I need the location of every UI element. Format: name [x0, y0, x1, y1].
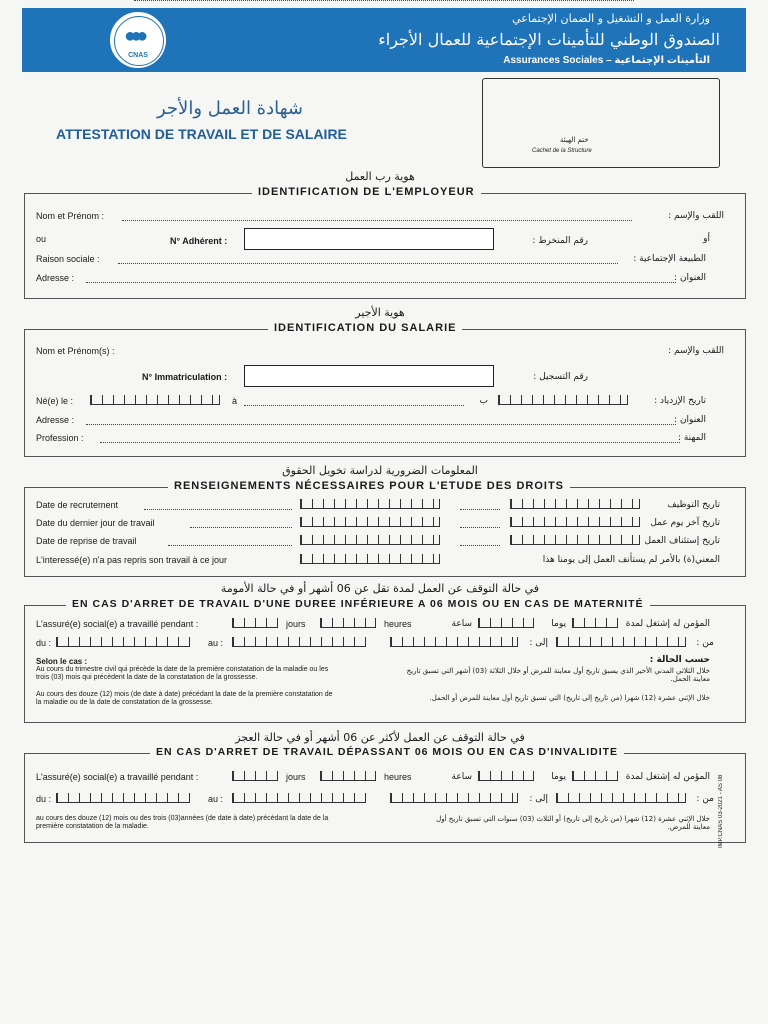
employer-adherent-input[interactable]: [244, 228, 494, 250]
employer-address-field[interactable]: [86, 282, 676, 283]
employee-immat-label: N° Immatriculation :: [142, 372, 228, 382]
employee-address-label: Adresse :: [36, 415, 75, 425]
long-from-date-ar[interactable]: [556, 793, 686, 803]
resume-work-date-field-ar[interactable]: [510, 535, 640, 545]
employee-immat-input[interactable]: [244, 365, 494, 387]
short-to-date[interactable]: [232, 637, 366, 647]
long-stop-title-ar: في حالة التوقف عن العمل لأكثر عن 06 أشهر أو في حالة العجز: [235, 731, 525, 744]
rights-title-ar: المعلومات الضرورية لدراسة تخويل الحقوق: [282, 464, 478, 477]
long-from-label-ar: من :: [696, 794, 714, 804]
short-from-label: du :: [36, 638, 52, 648]
short-from-date-ar[interactable]: [556, 637, 686, 647]
employer-or-label-ar: أو: [703, 234, 710, 244]
employer-adherent-label: N° Adhérent :: [170, 236, 228, 246]
long-from-date[interactable]: [56, 793, 190, 803]
rights-row-label: Date du dernier jour de travail: [36, 518, 155, 528]
employee-birthdate-field-ar[interactable]: [498, 395, 628, 405]
rights-row-label: L'interessé(e) n'a pas repris son travail à ce jour: [36, 555, 228, 565]
employer-or-label: ou: [36, 234, 47, 244]
title-arabic: شهادة العمل والأجر: [157, 98, 303, 119]
employee-title-ar: هوية الأجير: [355, 306, 405, 319]
long-to-date-ar[interactable]: [390, 793, 518, 803]
long-hours-field[interactable]: [320, 771, 376, 781]
employee-born-at-label-ar: ب: [479, 396, 488, 406]
employee-profession-label-ar: المهنة :: [677, 433, 706, 443]
employee-address-field[interactable]: [86, 424, 676, 425]
short-days-label-ar: يوما: [551, 619, 566, 629]
stamp-box: [482, 78, 720, 168]
employer-title-ar: هوية رب العمل: [345, 170, 415, 183]
short-to-label: au :: [208, 638, 224, 648]
employee-profession-field[interactable]: [100, 442, 680, 443]
dotted-leader: [144, 509, 292, 510]
short-note-ar-1: خلال الثلاثي المدني الأخير الذي يسبق تاريخ أول معاينة للمرض أو خلال الثلاثة (03) أشهر التي تسبق تاريخ معاينة الحمل.: [406, 667, 710, 683]
cnas-logo: ●●● CNAS: [108, 10, 168, 70]
long-worked-label-ar: المؤمن له إشتغل لمدة: [625, 772, 710, 782]
employee-born-label: Né(e) le :: [36, 396, 74, 406]
rights-row-label: Date de recrutement: [36, 500, 119, 510]
short-case-label-ar: حسب الحالة :: [649, 655, 710, 665]
rights-title-fr: RENSEIGNEMENTS NÉCESSAIRES POUR L'ETUDE DES DROITS: [168, 480, 570, 492]
employee-title-fr: IDENTIFICATION DU SALARIE: [268, 322, 462, 334]
short-from-label-ar: من :: [696, 638, 714, 648]
employee-address-label-ar: العنوان :: [674, 415, 706, 425]
long-days-label: jours: [286, 772, 306, 782]
short-stop-title-fr: EN CAS D'ARRET DE TRAVAIL D'UNE DUREE INFÉRIEURE A 06 MOIS OU EN CAS DE MATERNITÉ: [66, 598, 650, 610]
dotted-leader: [190, 527, 292, 528]
long-hours-label-ar: ساعة: [451, 772, 472, 782]
employee-name-label-ar: اللقب والإسم :: [668, 346, 724, 356]
employee-born-label-ar: تاريخ الإزدياد :: [654, 396, 706, 406]
long-stop-title-fr: EN CAS D'ARRET DE TRAVAIL DÉPASSANT 06 MOIS OU EN CAS D'INVALIDITE: [150, 746, 624, 758]
fund-name: الصندوق الوطني للتأمينات الإجتماعية للعمال الأجراء: [378, 30, 720, 49]
employer-address-label-ar: العنوان :: [674, 273, 706, 283]
employer-address-label: Adresse :: [36, 273, 75, 283]
employer-raison-label-ar: الطبيعة الإجتماعية :: [633, 254, 706, 264]
short-hours-label-ar: ساعة: [451, 619, 472, 629]
long-hours-label: heures: [384, 772, 412, 782]
rights-row-label-ar: تاريخ آخر يوم عمل: [650, 518, 720, 528]
title-french: ATTESTATION DE TRAVAIL ET DE SALAIRE: [56, 126, 347, 142]
people-icon: ●●●: [124, 25, 143, 47]
long-hours-field-ar[interactable]: [478, 771, 534, 781]
long-to-date[interactable]: [232, 793, 366, 803]
stamp-label-fr: Cachet de la Structure: [532, 148, 592, 154]
short-worked-label-ar: المؤمن له إشتغل لمدة: [625, 619, 710, 629]
rights-row-label-ar: تاريخ التوظيف: [667, 500, 720, 510]
long-note-ar: خلال الإثني عشرة (12) شهرا (من تاريخ إلى تاريخ) أو الثلاث (03) سنوات التي تسبق تاريخ أول معاينة للمرض.: [436, 815, 710, 831]
long-days-field-ar[interactable]: [572, 771, 618, 781]
form-reference: IMP.CNAS 03-2021 - AS 08: [718, 774, 724, 848]
short-hours-field[interactable]: [320, 618, 376, 628]
rights-row-label-ar: تاريخ إستئناف العمل: [644, 536, 720, 546]
recruitment-date-field[interactable]: [300, 499, 440, 509]
short-hours-field-ar[interactable]: [478, 618, 534, 628]
stamp-label-ar: ختم الهيئة: [560, 136, 589, 144]
long-to-label-ar: إلى :: [529, 794, 548, 804]
long-from-label: du :: [36, 794, 52, 804]
dotted-leader: [460, 545, 500, 546]
rights-row-label-ar: المعني(ة) بالأمر لم يستأنف العمل إلى يومنا هذا: [542, 555, 720, 565]
short-days-field[interactable]: [232, 618, 278, 628]
employer-name-label: Nom et Prénom :: [36, 211, 105, 221]
short-to-label-ar: إلى :: [529, 638, 548, 648]
short-days-label: jours: [286, 619, 306, 629]
short-from-date[interactable]: [56, 637, 190, 647]
dotted-leader: [460, 527, 500, 528]
employee-born-at-label: à: [232, 396, 238, 406]
short-stop-title-ar: في حالة التوقف عن العمل لمدة تقل عن 06 أشهر أو في حالة الأمومة: [220, 582, 540, 595]
employee-birthdate-field[interactable]: [90, 395, 220, 405]
employer-adherent-label-ar: رقم المنخرط :: [532, 236, 588, 246]
long-note: au cours des douze (12) mois ou des trois (03)années (de date à date) précédant la date de la première constatation de la maladie.: [36, 815, 329, 830]
last-workday-date-field-ar[interactable]: [510, 517, 640, 527]
employer-raison-field[interactable]: [118, 263, 618, 264]
employee-birthplace-field[interactable]: [244, 405, 464, 406]
dotted-leader: [460, 509, 500, 510]
employer-title-fr: IDENTIFICATION DE L'EMPLOYEUR: [252, 186, 481, 198]
employee-profession-label: Profession :: [36, 433, 84, 443]
long-days-label-ar: يوما: [551, 772, 566, 782]
employee-name-label: Nom et Prénom(s) :: [36, 346, 115, 356]
rights-row-label: Date de reprise de travail: [36, 536, 137, 546]
long-to-label: au :: [208, 794, 224, 804]
resume-work-date-field[interactable]: [300, 535, 440, 545]
short-hours-label: heures: [384, 619, 412, 629]
not-resumed-date-field[interactable]: [300, 554, 440, 564]
employer-name-field[interactable]: [122, 220, 632, 221]
recruitment-date-field-ar[interactable]: [510, 499, 640, 509]
employer-raison-label: Raison sociale :: [36, 254, 100, 264]
short-case-label: Selon le cas :: [36, 657, 88, 666]
long-days-field[interactable]: [232, 771, 278, 781]
dotted-leader: [168, 545, 292, 546]
ministry-name: وزارة العمل و التشغيل و الضمان الإجتماعي: [512, 12, 710, 25]
short-days-field-ar[interactable]: [572, 618, 618, 628]
short-note-2: Au cours des douze (12) mois (de date à date) précédant la date de la première constatation de la maladie ou de la date de constatation de la grossesse.: [36, 691, 333, 706]
header-subtitle: Assurances Sociales – التأمينات الإجتماعية: [503, 55, 710, 66]
last-workday-date-field[interactable]: [300, 517, 440, 527]
employee-name-field[interactable]: [134, 0, 634, 1]
short-worked-label: L'assuré(e) social(e) a travaillé pendant :: [36, 619, 199, 629]
short-note-ar-2: خلال الإثني عشرة (12) شهرا (من تاريخ إلى تاريخ) التي تسبق تاريخ أول معاينة للمرض أو الحمل.: [429, 694, 710, 702]
employer-name-label-ar: اللقب والإسم :: [668, 211, 724, 221]
long-worked-label: L'assuré(e) social(e) a travaillé pendant :: [36, 772, 199, 782]
short-note-1: Au cours du trimestre civil qui précède la date de la première constatation de la maladie ou les trois (03) mois qui précèdent la date de la constatation de la grossesse.: [36, 666, 329, 681]
short-to-date-ar[interactable]: [390, 637, 518, 647]
employee-immat-label-ar: رقم التسجيل :: [533, 372, 588, 382]
